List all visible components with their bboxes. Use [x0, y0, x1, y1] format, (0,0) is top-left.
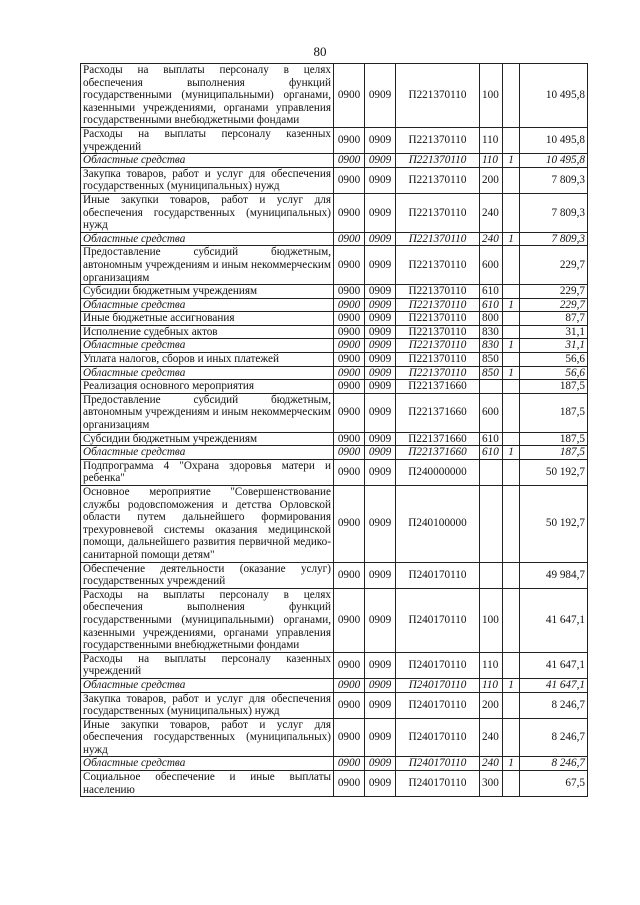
- table-row: [81, 678, 588, 692]
- row-target-cell: П221370110: [396, 312, 480, 326]
- row-kind-cell: 100: [480, 588, 503, 652]
- row-source-cell: [503, 64, 520, 128]
- row-code-cell: 0900: [334, 652, 365, 678]
- row-section-cell: 0909: [365, 446, 396, 460]
- budget-table: [80, 63, 588, 797]
- row-section-cell: 0909: [365, 127, 396, 153]
- row-section-cell: 0909: [365, 692, 396, 718]
- row-section-cell: 0909: [365, 393, 396, 432]
- row-name-cell: Субсидии бюджетным учреждениям: [81, 432, 334, 446]
- row-target-cell: П240170110: [396, 652, 480, 678]
- row-target-cell: П221371660: [396, 446, 480, 460]
- row-source-cell: [503, 459, 520, 485]
- row-name-cell: Иные бюджетные ассигнования: [81, 312, 334, 326]
- row-section-cell: 0909: [365, 353, 396, 367]
- row-code-cell: 0900: [334, 459, 365, 485]
- table-row: [81, 246, 588, 285]
- row-name-cell: Областные средства: [81, 678, 334, 692]
- row-code-cell: 0900: [334, 771, 365, 797]
- row-amount-cell: 10 495,8: [520, 127, 588, 153]
- row-code-cell: 0900: [334, 380, 365, 394]
- row-source-cell: [503, 285, 520, 299]
- row-kind-cell: 800: [480, 312, 503, 326]
- row-target-cell: П240170110: [396, 588, 480, 652]
- row-name-cell: Предоставление субсидий бюджетным, автономным учреждениям и иным некоммерческим организациям: [81, 246, 334, 285]
- row-name-cell: Расходы на выплаты персоналу казенных учреждений: [81, 652, 334, 678]
- row-section-cell: 0909: [365, 339, 396, 353]
- row-target-cell: П221370110: [396, 193, 480, 232]
- table-row: [81, 127, 588, 153]
- row-name-cell: Социальное обеспечение и иные выплаты населению: [81, 771, 334, 797]
- row-kind-cell: 200: [480, 167, 503, 193]
- table-row: [81, 692, 588, 718]
- row-amount-cell: 187,5: [520, 446, 588, 460]
- row-source-cell: [503, 718, 520, 757]
- row-target-cell: П221370110: [396, 232, 480, 246]
- row-kind-cell: 100: [480, 64, 503, 128]
- row-name-cell: Областные средства: [81, 298, 334, 312]
- row-section-cell: 0909: [365, 285, 396, 299]
- row-kind-cell: [480, 459, 503, 485]
- row-name-cell: Иные закупки товаров, работ и услуг для обеспечения государственных (муниципальных) нужд: [81, 193, 334, 232]
- row-name-cell: Обеспечение деятельности (оказание услуг) государственных учреждений: [81, 562, 334, 588]
- row-kind-cell: 110: [480, 127, 503, 153]
- row-amount-cell: 50 192,7: [520, 459, 588, 485]
- row-kind-cell: 600: [480, 393, 503, 432]
- row-code-cell: 0900: [334, 486, 365, 563]
- row-amount-cell: 50 192,7: [520, 486, 588, 563]
- page-number: 80: [313, 44, 327, 59]
- row-target-cell: П240170110: [396, 562, 480, 588]
- row-section-cell: 0909: [365, 193, 396, 232]
- row-amount-cell: 31,1: [520, 339, 588, 353]
- row-amount-cell: 187,5: [520, 380, 588, 394]
- row-name-cell: Реализация основного мероприятия: [81, 380, 334, 394]
- row-amount-cell: 41 647,1: [520, 678, 588, 692]
- row-section-cell: 0909: [365, 588, 396, 652]
- row-kind-cell: 610: [480, 285, 503, 299]
- row-section-cell: 0909: [365, 562, 396, 588]
- row-name-cell: Закупка товаров, работ и услуг для обеспечения государственных (муниципальных) нужд: [81, 692, 334, 718]
- row-name-cell: Субсидии бюджетным учреждениям: [81, 285, 334, 299]
- row-name-cell: Областные средства: [81, 232, 334, 246]
- row-kind-cell: [480, 562, 503, 588]
- table-row: [81, 652, 588, 678]
- row-section-cell: 0909: [365, 757, 396, 771]
- row-amount-cell: 7 809,3: [520, 193, 588, 232]
- row-target-cell: П240170110: [396, 692, 480, 718]
- row-source-cell: [503, 380, 520, 394]
- row-code-cell: 0900: [334, 64, 365, 128]
- row-section-cell: 0909: [365, 718, 396, 757]
- row-code-cell: 0900: [334, 298, 365, 312]
- row-amount-cell: 49 984,7: [520, 562, 588, 588]
- table-row: [81, 339, 588, 353]
- row-kind-cell: 850: [480, 366, 503, 380]
- row-kind-cell: [480, 380, 503, 394]
- row-name-cell: Предоставление субсидий бюджетным, автономным учреждениям и иным некоммерческим организациям: [81, 393, 334, 432]
- row-source-cell: [503, 325, 520, 339]
- table-row: [81, 366, 588, 380]
- row-amount-cell: 8 246,7: [520, 718, 588, 757]
- row-kind-cell: 240: [480, 232, 503, 246]
- row-amount-cell: 7 809,3: [520, 167, 588, 193]
- row-source-cell: [503, 193, 520, 232]
- table-row: [81, 432, 588, 446]
- row-source-cell: [503, 652, 520, 678]
- row-amount-cell: 187,5: [520, 432, 588, 446]
- row-amount-cell: 56,6: [520, 353, 588, 367]
- row-kind-cell: 830: [480, 339, 503, 353]
- row-code-cell: 0900: [334, 246, 365, 285]
- row-code-cell: 0900: [334, 339, 365, 353]
- row-code-cell: 0900: [334, 588, 365, 652]
- row-target-cell: П240170110: [396, 718, 480, 757]
- row-amount-cell: 87,7: [520, 312, 588, 326]
- row-target-cell: П221371660: [396, 380, 480, 394]
- row-code-cell: 0900: [334, 167, 365, 193]
- row-source-cell: [503, 432, 520, 446]
- table-row: [81, 285, 588, 299]
- table-row: [81, 298, 588, 312]
- table-row: [81, 459, 588, 485]
- row-code-cell: 0900: [334, 353, 365, 367]
- row-section-cell: 0909: [365, 771, 396, 797]
- table-row: [81, 232, 588, 246]
- row-section-cell: 0909: [365, 432, 396, 446]
- row-amount-cell: 8 246,7: [520, 692, 588, 718]
- row-source-cell: 1: [503, 154, 520, 168]
- row-section-cell: 0909: [365, 312, 396, 326]
- table-row: [81, 353, 588, 367]
- row-code-cell: 0900: [334, 232, 365, 246]
- row-section-cell: 0909: [365, 246, 396, 285]
- row-code-cell: 0900: [334, 757, 365, 771]
- row-source-cell: [503, 167, 520, 193]
- row-source-cell: [503, 246, 520, 285]
- table-row: [81, 446, 588, 460]
- table-row: [81, 771, 588, 797]
- row-name-cell: Подпрограмма 4 "Охрана здоровья матери и ребенка": [81, 459, 334, 485]
- row-amount-cell: 10 495,8: [520, 64, 588, 128]
- row-name-cell: Расходы на выплаты персоналу казенных учреждений: [81, 127, 334, 153]
- row-amount-cell: 7 809,3: [520, 232, 588, 246]
- row-amount-cell: 229,7: [520, 298, 588, 312]
- row-target-cell: П240170110: [396, 678, 480, 692]
- row-source-cell: 1: [503, 366, 520, 380]
- row-name-cell: Областные средства: [81, 154, 334, 168]
- row-name-cell: Областные средства: [81, 446, 334, 460]
- row-kind-cell: 610: [480, 432, 503, 446]
- row-kind-cell: 200: [480, 692, 503, 718]
- row-target-cell: П240000000: [396, 459, 480, 485]
- table-row: [81, 380, 588, 394]
- table-row: [81, 757, 588, 771]
- row-amount-cell: 10 495,8: [520, 154, 588, 168]
- row-section-cell: 0909: [365, 486, 396, 563]
- row-source-cell: [503, 353, 520, 367]
- row-name-cell: Областные средства: [81, 366, 334, 380]
- row-code-cell: 0900: [334, 285, 365, 299]
- row-name-cell: Иные закупки товаров, работ и услуг для обеспечения государственных (муниципальных) нужд: [81, 718, 334, 757]
- row-target-cell: П221370110: [396, 127, 480, 153]
- row-code-cell: 0900: [334, 446, 365, 460]
- row-source-cell: [503, 393, 520, 432]
- row-source-cell: [503, 127, 520, 153]
- row-section-cell: 0909: [365, 64, 396, 128]
- row-target-cell: П240170110: [396, 771, 480, 797]
- row-source-cell: [503, 312, 520, 326]
- row-source-cell: 1: [503, 232, 520, 246]
- row-kind-cell: 240: [480, 757, 503, 771]
- row-code-cell: 0900: [334, 325, 365, 339]
- row-section-cell: 0909: [365, 380, 396, 394]
- row-kind-cell: 300: [480, 771, 503, 797]
- table-row: [81, 193, 588, 232]
- row-target-cell: П221370110: [396, 353, 480, 367]
- row-kind-cell: 830: [480, 325, 503, 339]
- row-code-cell: 0900: [334, 678, 365, 692]
- row-kind-cell: 600: [480, 246, 503, 285]
- row-name-cell: Основное мероприятие "Совершенствование службы родовспоможения и детства Орловской области путем дальнейшего формирования трехуровневой системы оказания медицинской помощи, дальнейшего развития первичной медико-санитарной помощи детям": [81, 486, 334, 563]
- row-name-cell: Закупка товаров, работ и услуг для обеспечения государственных (муниципальных) нужд: [81, 167, 334, 193]
- row-kind-cell: 240: [480, 718, 503, 757]
- row-code-cell: 0900: [334, 312, 365, 326]
- row-section-cell: 0909: [365, 298, 396, 312]
- row-source-cell: 1: [503, 339, 520, 353]
- row-source-cell: [503, 486, 520, 563]
- row-name-cell: Расходы на выплаты персоналу в целях обеспечения выполнения функций государственными (муниципальными) органами, казенными учреждениями, органами управления государственными внебюджетными фондами: [81, 588, 334, 652]
- row-code-cell: 0900: [334, 127, 365, 153]
- row-code-cell: 0900: [334, 692, 365, 718]
- table-row: [81, 154, 588, 168]
- row-kind-cell: 850: [480, 353, 503, 367]
- row-source-cell: [503, 771, 520, 797]
- row-section-cell: 0909: [365, 232, 396, 246]
- row-section-cell: 0909: [365, 366, 396, 380]
- row-name-cell: Уплата налогов, сборов и иных платежей: [81, 353, 334, 367]
- row-kind-cell: 110: [480, 652, 503, 678]
- row-name-cell: Областные средства: [81, 339, 334, 353]
- row-section-cell: 0909: [365, 678, 396, 692]
- row-name-cell: Исполнение судебных актов: [81, 325, 334, 339]
- row-kind-cell: 240: [480, 193, 503, 232]
- row-target-cell: П240100000: [396, 486, 480, 563]
- row-target-cell: П221370110: [396, 298, 480, 312]
- row-source-cell: [503, 692, 520, 718]
- row-code-cell: 0900: [334, 432, 365, 446]
- row-amount-cell: 187,5: [520, 393, 588, 432]
- table-row: [81, 393, 588, 432]
- row-section-cell: 0909: [365, 652, 396, 678]
- row-source-cell: 1: [503, 757, 520, 771]
- row-code-cell: 0900: [334, 154, 365, 168]
- row-kind-cell: [480, 486, 503, 563]
- row-amount-cell: 41 647,1: [520, 652, 588, 678]
- row-amount-cell: 229,7: [520, 285, 588, 299]
- table-row: [81, 718, 588, 757]
- table-row: [81, 167, 588, 193]
- row-kind-cell: 610: [480, 298, 503, 312]
- row-amount-cell: 229,7: [520, 246, 588, 285]
- row-source-cell: [503, 588, 520, 652]
- row-source-cell: 1: [503, 446, 520, 460]
- row-amount-cell: 8 246,7: [520, 757, 588, 771]
- row-amount-cell: 41 647,1: [520, 588, 588, 652]
- table-row: [81, 64, 588, 128]
- row-code-cell: 0900: [334, 393, 365, 432]
- table-row: [81, 325, 588, 339]
- row-name-cell: Областные средства: [81, 757, 334, 771]
- row-target-cell: П240170110: [396, 757, 480, 771]
- row-kind-cell: 610: [480, 446, 503, 460]
- row-amount-cell: 31,1: [520, 325, 588, 339]
- row-amount-cell: 56,6: [520, 366, 588, 380]
- row-source-cell: 1: [503, 298, 520, 312]
- row-code-cell: 0900: [334, 193, 365, 232]
- row-code-cell: 0900: [334, 366, 365, 380]
- row-target-cell: П221371660: [396, 393, 480, 432]
- table-row: [81, 486, 588, 563]
- row-kind-cell: 110: [480, 678, 503, 692]
- row-target-cell: П221370110: [396, 366, 480, 380]
- table-row: [81, 588, 588, 652]
- row-section-cell: 0909: [365, 154, 396, 168]
- row-section-cell: 0909: [365, 459, 396, 485]
- row-source-cell: [503, 562, 520, 588]
- row-source-cell: 1: [503, 678, 520, 692]
- budget-table-body: [81, 64, 588, 797]
- row-amount-cell: 67,5: [520, 771, 588, 797]
- row-code-cell: 0900: [334, 718, 365, 757]
- row-target-cell: П221370110: [396, 64, 480, 128]
- row-target-cell: П221370110: [396, 154, 480, 168]
- row-target-cell: П221370110: [396, 325, 480, 339]
- table-row: [81, 562, 588, 588]
- row-target-cell: П221370110: [396, 339, 480, 353]
- row-code-cell: 0900: [334, 562, 365, 588]
- row-kind-cell: 110: [480, 154, 503, 168]
- row-section-cell: 0909: [365, 325, 396, 339]
- row-target-cell: П221370110: [396, 246, 480, 285]
- row-target-cell: П221371660: [396, 432, 480, 446]
- row-name-cell: Расходы на выплаты персоналу в целях обеспечения выполнения функций государственными (муниципальными) органами, казенными учреждениями, органами управления государственными внебюджетными фондами: [81, 64, 334, 128]
- row-target-cell: П221370110: [396, 167, 480, 193]
- table-row: [81, 312, 588, 326]
- row-target-cell: П221370110: [396, 285, 480, 299]
- row-section-cell: 0909: [365, 167, 396, 193]
